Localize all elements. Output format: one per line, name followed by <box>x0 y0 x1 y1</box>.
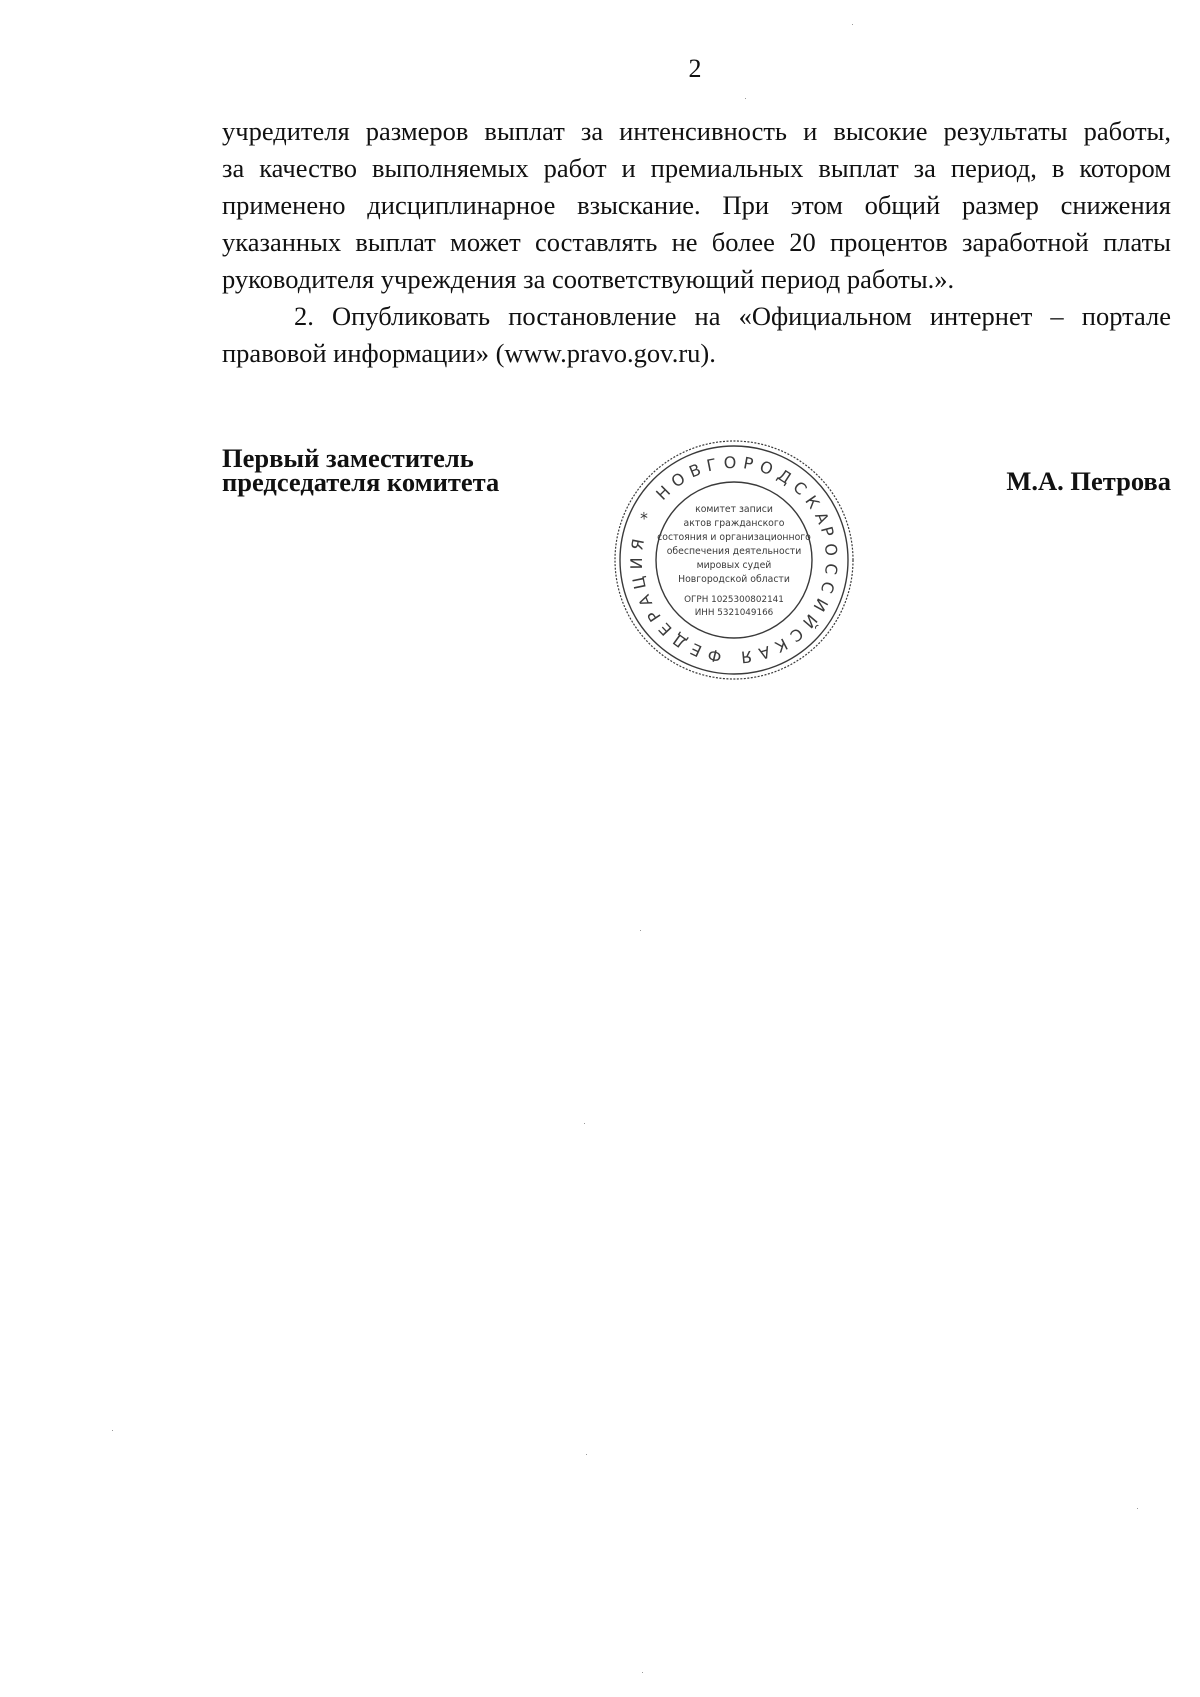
stamp-center-line-5: мировых судей <box>696 560 772 571</box>
paragraph-1-line-2: за качество выполняемых работ и премиальных выплат за период, в котором <box>222 153 1171 183</box>
paragraph-2-line-1: 2. Опубликовать постановление на «Официальном интернет – портале <box>294 301 1171 331</box>
stamp-center-line-2: актов гражданского <box>683 518 785 529</box>
paragraph-1-line-3: применено дисциплинарное взыскание. При этом общий размер снижения <box>222 190 1171 220</box>
signatory-title-line-2: председателя комитета <box>222 467 500 497</box>
stamp-ring-text-path: РОССИЙСКАЯ ФЕДЕРАЦИЯ * НОВГОРОДСКАЯ <box>626 452 842 668</box>
paragraph-2 <box>222 298 1171 372</box>
signatory-title <box>222 443 500 497</box>
stamp-center-line-1: комитет записи <box>695 504 773 515</box>
stamp-center-line-6: Новгородской области <box>678 574 790 585</box>
paragraph-2-line-2: правовой информации» (www.pravo.gov.ru). <box>222 338 716 368</box>
scan-speck <box>112 1430 113 1431</box>
stamp-center-line-8: ИНН 5321049166 <box>694 608 774 618</box>
scan-speck <box>642 1672 643 1673</box>
scan-speck <box>584 1123 585 1124</box>
official-seal-stamp <box>612 438 856 682</box>
scan-speck <box>745 98 746 99</box>
paragraph-1-line-4: указанных выплат может составлять не более 20 процентов заработной платы <box>222 227 1171 257</box>
page-number: 2 <box>688 54 702 83</box>
signatory-title-line-1: Первый заместитель <box>222 443 474 473</box>
paragraph-1-line-5: руководителя учреждения за соответствующий период работы.». <box>222 264 955 294</box>
scan-speck <box>1137 1508 1138 1509</box>
scan-speck <box>586 1454 587 1455</box>
signatory-name: М.А. Петрова <box>1006 466 1171 496</box>
scan-speck <box>852 24 853 25</box>
paragraph-1-line-1: учредителя размеров выплат за интенсивность и высокие результаты работы, <box>222 116 1171 146</box>
scan-speck <box>640 930 641 931</box>
stamp-center-line-3: состояния и организационного <box>657 532 811 543</box>
body-text <box>222 113 1171 372</box>
paragraph-1 <box>222 113 1171 298</box>
stamp-center-line-4: обеспечения деятельности <box>666 546 802 557</box>
stamp-center-line-7: ОГРН 1025300802141 <box>684 595 784 605</box>
